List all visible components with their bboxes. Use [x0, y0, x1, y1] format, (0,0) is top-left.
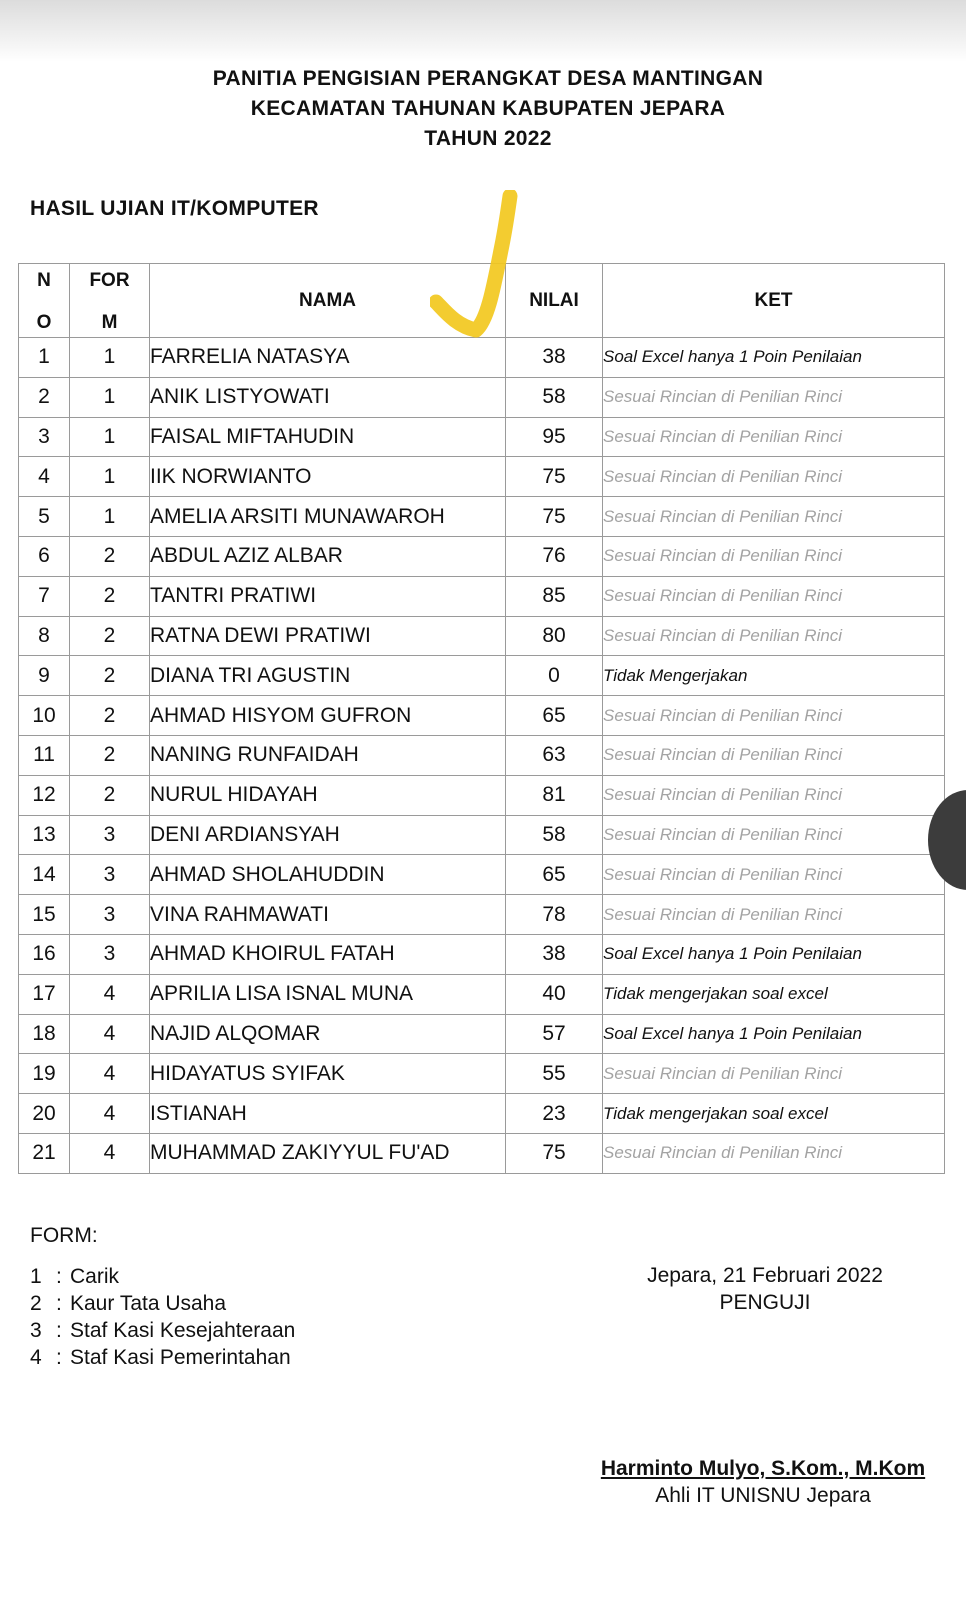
- legend-number: 2: [30, 1292, 42, 1315]
- row-remark: Sesuai Rincian di Penilian Rinci: [603, 775, 945, 815]
- row-form: 1: [70, 457, 150, 497]
- row-number: 21: [19, 1133, 70, 1173]
- row-name: MUHAMMAD ZAKIYYUL FU'AD: [150, 1133, 506, 1173]
- row-remark: Tidak mengerjakan soal excel: [603, 974, 945, 1014]
- legend-colon: :: [56, 1319, 62, 1342]
- row-score: 65: [506, 696, 603, 736]
- row-form: 3: [70, 855, 150, 895]
- row-name: ANIK LISTYOWATI: [150, 377, 506, 417]
- row-score: 81: [506, 775, 603, 815]
- row-score: 55: [506, 1054, 603, 1094]
- row-remark: Sesuai Rincian di Penilian Rinci: [603, 457, 945, 497]
- table-row: [19, 1054, 945, 1094]
- signer-affiliation: Ahli IT UNISNU Jepara: [655, 1484, 871, 1507]
- row-form: 4: [70, 974, 150, 1014]
- row-number: 3: [19, 417, 70, 457]
- table-row: [19, 656, 945, 696]
- header-no-top: N: [37, 269, 51, 291]
- row-form: 1: [70, 338, 150, 378]
- table-row: [19, 457, 945, 497]
- row-name: NANING RUNFAIDAH: [150, 735, 506, 775]
- row-remark: Sesuai Rincian di Penilian Rinci: [603, 576, 945, 616]
- row-form: 1: [70, 417, 150, 457]
- table-row: [19, 576, 945, 616]
- legend-colon: :: [56, 1346, 62, 1369]
- row-score: 65: [506, 855, 603, 895]
- row-form: 3: [70, 815, 150, 855]
- row-name: FAISAL MIFTAHUDIN: [150, 417, 506, 457]
- row-score: 75: [506, 497, 603, 537]
- results-table: [18, 263, 945, 1174]
- row-name: VINA RAHMAWATI: [150, 895, 506, 935]
- table-row: [19, 815, 945, 855]
- row-form: 3: [70, 934, 150, 974]
- table-row: [19, 775, 945, 815]
- row-form: 2: [70, 775, 150, 815]
- row-number: 4: [19, 457, 70, 497]
- legend-colon: :: [56, 1292, 62, 1315]
- row-remark: Sesuai Rincian di Penilian Rinci: [603, 616, 945, 656]
- row-form: 3: [70, 895, 150, 935]
- row-remark: Sesuai Rincian di Penilian Rinci: [603, 855, 945, 895]
- signature-place-date: [620, 1262, 910, 1316]
- row-number: 12: [19, 775, 70, 815]
- table-row: [19, 1014, 945, 1054]
- row-number: 17: [19, 974, 70, 1014]
- form-legend: [30, 1222, 295, 1371]
- row-score: 95: [506, 417, 603, 457]
- header-line-1: PANITIA PENGISIAN PERANGKAT DESA MANTINGAN: [212, 67, 764, 90]
- row-score: 58: [506, 377, 603, 417]
- row-name: TANTRI PRATIWI: [150, 576, 506, 616]
- row-form: 1: [70, 377, 150, 417]
- row-name: AHMAD SHOLAHUDDIN: [150, 855, 506, 895]
- row-remark: Sesuai Rincian di Penilian Rinci: [603, 735, 945, 775]
- row-remark: Sesuai Rincian di Penilian Rinci: [603, 536, 945, 576]
- row-number: 5: [19, 497, 70, 537]
- row-remark: Soal Excel hanya 1 Poin Penilaian: [603, 338, 945, 378]
- row-name: HIDAYATUS SYIFAK: [150, 1054, 506, 1094]
- row-remark: Sesuai Rincian di Penilian Rinci: [603, 696, 945, 736]
- row-name: DIANA TRI AGUSTIN: [150, 656, 506, 696]
- row-score: 75: [506, 1133, 603, 1173]
- row-score: 0: [506, 656, 603, 696]
- row-name: ISTIANAH: [150, 1094, 506, 1134]
- row-remark: Tidak Mengerjakan: [603, 656, 945, 696]
- row-form: 4: [70, 1133, 150, 1173]
- legend-label: Staf Kasi Kesejahteraan: [70, 1319, 296, 1342]
- table-row: [19, 735, 945, 775]
- row-name: AMELIA ARSITI MUNAWAROH: [150, 497, 506, 537]
- table-row: [19, 895, 945, 935]
- header-form-bottom: M: [101, 311, 118, 333]
- legend-item: [30, 1290, 295, 1317]
- screenshot-top-bar: [0, 0, 966, 62]
- row-number: 8: [19, 616, 70, 656]
- legend-colon: :: [56, 1265, 62, 1288]
- legend-label: Carik: [70, 1265, 120, 1288]
- row-remark: Sesuai Rincian di Penilian Rinci: [603, 417, 945, 457]
- row-score: 76: [506, 536, 603, 576]
- row-score: 23: [506, 1094, 603, 1134]
- table-row: [19, 974, 945, 1014]
- header-line-2: KECAMATAN TAHUNAN KABUPATEN JEPARA: [250, 97, 726, 120]
- row-number: 7: [19, 576, 70, 616]
- form-legend-title: FORM:: [30, 1224, 98, 1247]
- row-form: 2: [70, 735, 150, 775]
- legend-label: Kaur Tata Usaha: [70, 1292, 227, 1315]
- row-number: 18: [19, 1014, 70, 1054]
- row-number: 10: [19, 696, 70, 736]
- table-row: [19, 934, 945, 974]
- header-form-top: FOR: [89, 269, 130, 291]
- legend-number: 4: [30, 1346, 42, 1369]
- row-number: 9: [19, 656, 70, 696]
- table-row: [19, 497, 945, 537]
- row-name: NURUL HIDAYAH: [150, 775, 506, 815]
- row-form: 2: [70, 616, 150, 656]
- row-number: 15: [19, 895, 70, 935]
- row-remark: Sesuai Rincian di Penilian Rinci: [603, 895, 945, 935]
- legend-number: 1: [30, 1265, 42, 1288]
- row-number: 13: [19, 815, 70, 855]
- row-name: RATNA DEWI PRATIWI: [150, 616, 506, 656]
- row-remark: Sesuai Rincian di Penilian Rinci: [603, 1054, 945, 1094]
- header-no-bottom: O: [36, 311, 52, 333]
- legend-item: [30, 1344, 295, 1371]
- table-row: [19, 696, 945, 736]
- row-number: 1: [19, 338, 70, 378]
- row-remark: Sesuai Rincian di Penilian Rinci: [603, 497, 945, 537]
- document-header: [0, 64, 966, 154]
- header-form: [70, 264, 150, 338]
- section-title: HASIL UJIAN IT/KOMPUTER: [30, 197, 319, 220]
- row-score: 78: [506, 895, 603, 935]
- signer-name: Harminto Mulyo, S.Kom., M.Kom: [600, 1457, 926, 1480]
- row-score: 85: [506, 576, 603, 616]
- row-remark: Sesuai Rincian di Penilian Rinci: [603, 1133, 945, 1173]
- examiner-role: PENGUJI: [719, 1291, 811, 1314]
- row-form: 2: [70, 576, 150, 616]
- row-form: 2: [70, 536, 150, 576]
- row-score: 58: [506, 815, 603, 855]
- place-date: Jepara, 21 Februari 2022: [647, 1264, 883, 1287]
- row-remark: Tidak mengerjakan soal excel: [603, 1094, 945, 1134]
- header-ket: KET: [603, 264, 945, 338]
- row-name: DENI ARDIANSYAH: [150, 815, 506, 855]
- row-name: AHMAD KHOIRUL FATAH: [150, 934, 506, 974]
- row-form: 4: [70, 1014, 150, 1054]
- row-name: NAJID ALQOMAR: [150, 1014, 506, 1054]
- row-remark: Sesuai Rincian di Penilian Rinci: [603, 377, 945, 417]
- row-name: IIK NORWIANTO: [150, 457, 506, 497]
- row-number: 19: [19, 1054, 70, 1094]
- table-row: [19, 616, 945, 656]
- row-number: 16: [19, 934, 70, 974]
- row-form: 4: [70, 1094, 150, 1134]
- row-score: 63: [506, 735, 603, 775]
- row-form: 2: [70, 696, 150, 736]
- row-name: ABDUL AZIZ ALBAR: [150, 536, 506, 576]
- header-no: [19, 264, 70, 338]
- results-body: [19, 338, 945, 1174]
- row-number: 11: [19, 735, 70, 775]
- row-remark: Sesuai Rincian di Penilian Rinci: [603, 815, 945, 855]
- row-number: 2: [19, 377, 70, 417]
- header-nama: NAMA: [150, 264, 506, 338]
- row-number: 6: [19, 536, 70, 576]
- row-score: 80: [506, 616, 603, 656]
- legend-number: 3: [30, 1319, 42, 1342]
- table-row: [19, 855, 945, 895]
- row-remark: Soal Excel hanya 1 Poin Penilaian: [603, 1014, 945, 1054]
- row-score: 75: [506, 457, 603, 497]
- row-name: AHMAD HISYOM GUFRON: [150, 696, 506, 736]
- row-score: 38: [506, 338, 603, 378]
- table-row: [19, 536, 945, 576]
- row-score: 38: [506, 934, 603, 974]
- checkmark-icon: [430, 190, 530, 350]
- table-row: [19, 377, 945, 417]
- row-form: 4: [70, 1054, 150, 1094]
- row-name: APRILIA LISA ISNAL MUNA: [150, 974, 506, 1014]
- signer-block: [578, 1455, 948, 1509]
- row-number: 20: [19, 1094, 70, 1134]
- row-remark: Soal Excel hanya 1 Poin Penilaian: [603, 934, 945, 974]
- row-score: 40: [506, 974, 603, 1014]
- row-form: 2: [70, 656, 150, 696]
- legend-item: [30, 1263, 295, 1290]
- row-score: 57: [506, 1014, 603, 1054]
- row-name: FARRELIA NATASYA: [150, 338, 506, 378]
- row-number: 14: [19, 855, 70, 895]
- table-row: [19, 417, 945, 457]
- row-form: 1: [70, 497, 150, 537]
- legend-item: [30, 1317, 295, 1344]
- legend-label: Staf Kasi Pemerintahan: [70, 1346, 291, 1369]
- table-row: [19, 1133, 945, 1173]
- table-row: [19, 1094, 945, 1134]
- header-nilai: NILAI: [506, 264, 603, 338]
- header-line-3: TAHUN 2022: [424, 127, 552, 150]
